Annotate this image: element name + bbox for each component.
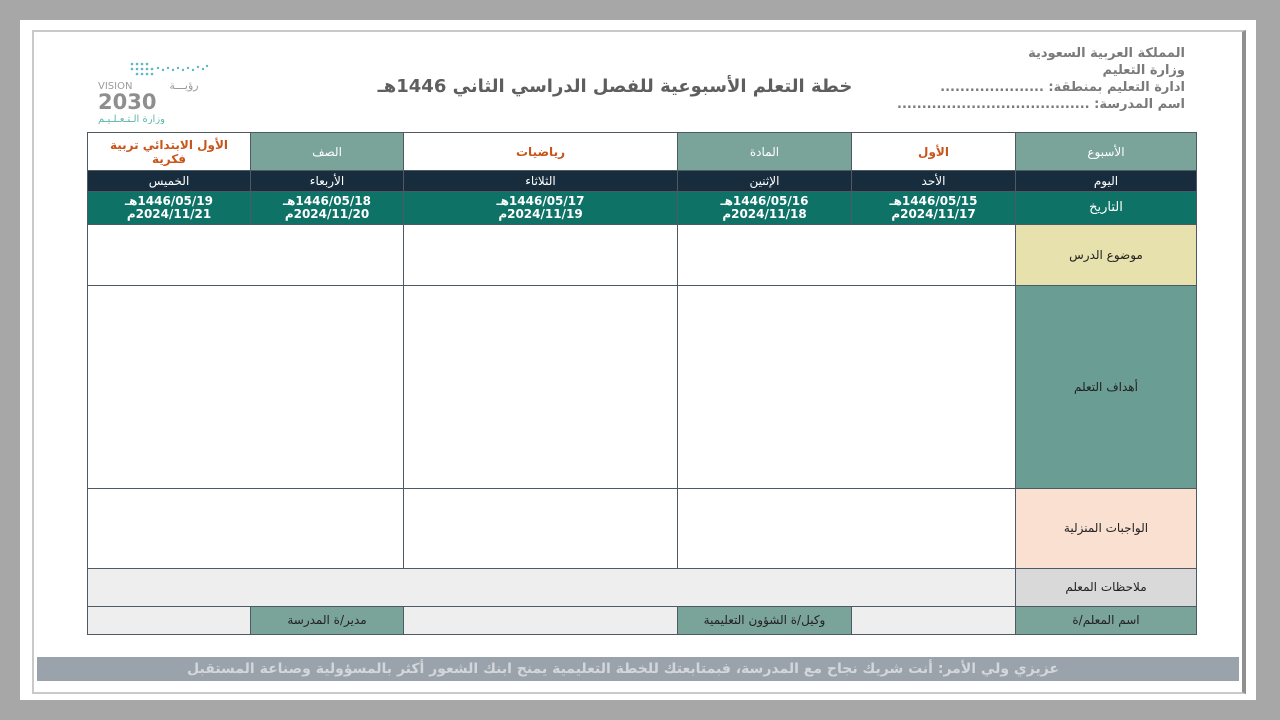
topic-label: موضوع الدرس [1016,224,1197,285]
topic-cell-1[interactable] [678,224,1016,285]
signature-row [88,606,1197,634]
deputy-label: وكيل/ة الشؤون التعليمية [678,606,852,634]
homework-cell-1[interactable] [678,489,1016,568]
weekly-plan-table [87,132,1197,635]
notes-row [88,568,1197,606]
parent-message-banner: عزيزي ولي الأمر: أنت شريك نجاح مع المدرسة، فبمتابعتك للخطة التعليمية يمنح ابنك الشعور أكثر بالمسؤولية وصناعة المستقبل [37,657,1239,681]
goals-row [88,285,1197,488]
topic-cell-3[interactable] [88,224,404,285]
week-value: الأول [852,133,1016,171]
logo-ministry-ar: وزارة الـتـعـلـيـم [98,114,165,124]
topic-cell-2[interactable] [404,224,678,285]
logo-vision-ar: رؤيـــة [169,79,199,92]
date-gregorian: 2024/11/19م [498,206,583,221]
date-monday [678,192,852,224]
date-gregorian: 2024/11/18م [722,206,807,221]
date-wednesday [251,192,404,224]
week-label: الأسبوع [1016,133,1197,171]
homework-row [88,489,1197,568]
goals-cell-2[interactable] [404,285,678,488]
day-label: اليوم [1016,171,1197,192]
goals-label: أهداف التعلم [1016,285,1197,488]
subject-label: المادة [678,133,852,171]
day-thursday: الخميس [88,171,251,192]
date-sunday [852,192,1016,224]
ministry-name: وزارة التعليم [1102,63,1185,78]
topic-row [88,224,1197,285]
day-row [88,171,1197,192]
vision-2030-logo [96,60,211,124]
date-hijri: 1446/05/15هـ [889,193,978,208]
notes-label: ملاحظات المعلم [1016,568,1197,606]
principal-label: مدير/ة المدرسة [251,606,404,634]
day-tuesday: الثلاثاء [404,171,678,192]
date-gregorian: 2024/11/17م [891,206,976,221]
day-sunday: الأحد [852,171,1016,192]
date-label: التاريخ [1016,192,1197,224]
logo-year: 2030 [98,90,157,114]
date-row [88,192,1197,224]
principal-name-field[interactable] [88,606,251,634]
date-hijri: 1446/05/17هـ [496,193,585,208]
date-hijri: 1446/05/18هـ [283,193,371,208]
date-gregorian: 2024/11/21م [126,206,212,221]
homework-cell-3[interactable] [88,489,404,568]
class-value: الأول الابتدائي تربية فكرية [88,133,251,171]
kingdom-name: المملكة العربية السعودية [1028,46,1185,61]
homework-label: الواجبات المنزلية [1016,489,1197,568]
class-label: الصف [251,133,404,171]
subject-value: رياضيات [404,133,678,171]
date-hijri: 1446/05/19هـ [125,193,213,208]
page-title: خطة التعلم الأسبوعية للفصل الدراسي الثاني 1446هـ [377,76,853,97]
deputy-name-field[interactable] [404,606,678,634]
day-wednesday: الأربعاء [251,171,404,192]
school-field: اسم المدرسة: ....................................... [897,97,1185,112]
date-thursday [88,192,251,224]
goals-cell-1[interactable] [678,285,1016,488]
homework-cell-2[interactable] [404,489,678,568]
date-hijri: 1446/05/16هـ [720,193,809,208]
header-info [897,45,1185,113]
teacher-name-field[interactable] [852,606,1016,634]
teacher-label: اسم المعلم/ة [1016,606,1197,634]
notes-cell[interactable] [88,568,1016,606]
region-field: ادارة التعليم بمنطقة: ..................... [940,80,1185,95]
date-gregorian: 2024/11/20م [284,206,370,221]
logo-vision-en: VISION [98,81,133,92]
goals-cell-3[interactable] [88,285,404,488]
day-monday: الإثنين [678,171,852,192]
info-row [88,133,1197,171]
date-tuesday [404,192,678,224]
